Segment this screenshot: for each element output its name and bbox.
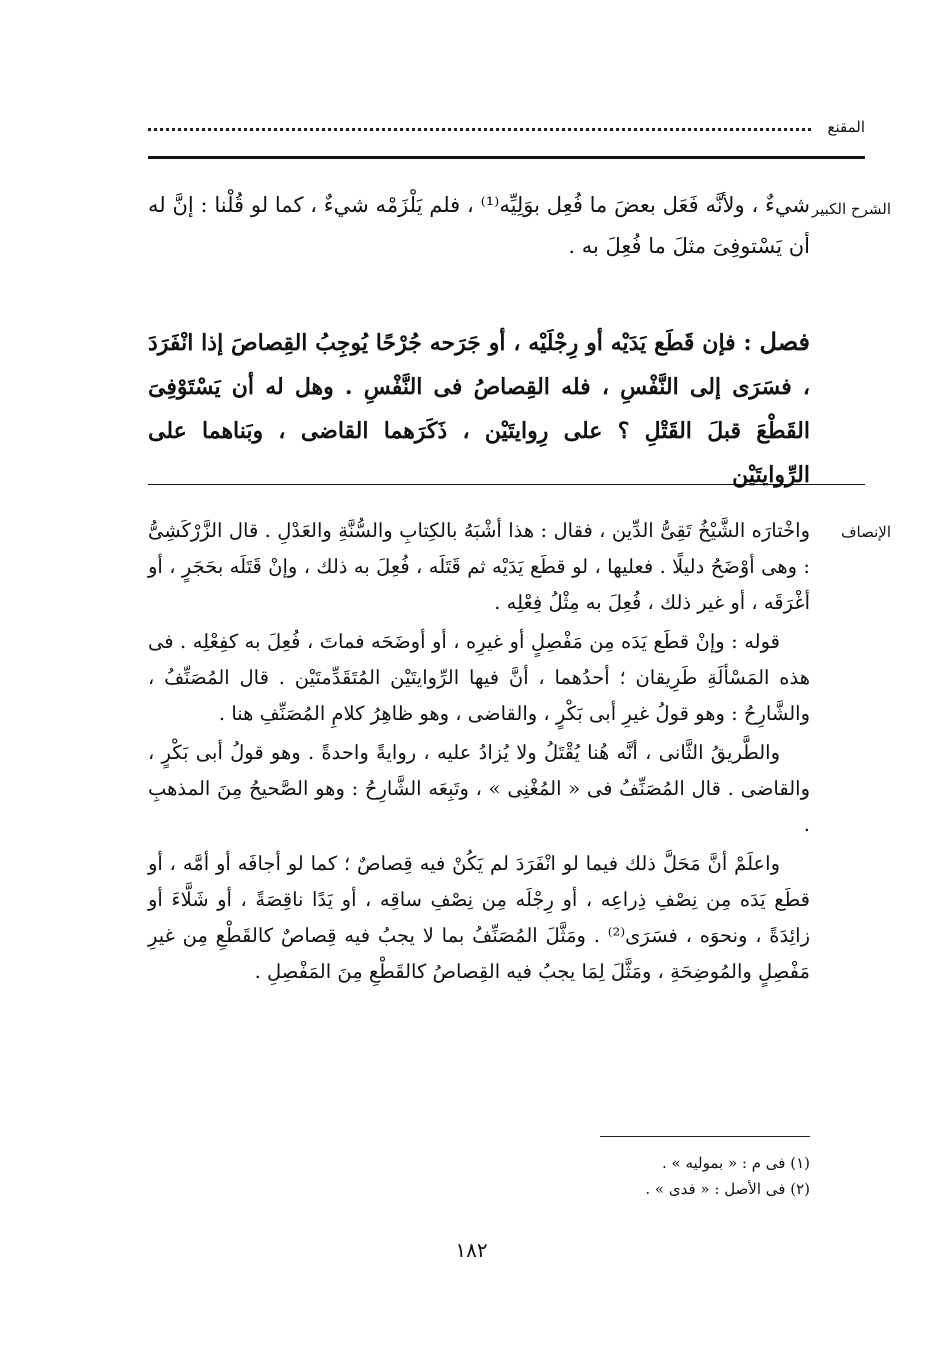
fasl-heading: فصل [759, 327, 810, 356]
fasl-text: : فإن قَطَع يَدَيْه أو رِجْلَيْه ، أو جَرَحه جُرْحًا يُوجِبُ القِصاصَ إذا انْفَرَدَ ، فسَرَى إلى النَّفْسِ ، فله القِصاصُ فى النَّفْسِ . وهل له أن يَسْتَوْفِىَ القَطْعَ قبلَ القَتْلِ ؟ على رِوايتَيْن ، ذَكَرَهما القاضى ، وبَناهما على الرِّوايتَيْن [148, 330, 810, 488]
fasl-paragraph [148, 320, 810, 497]
side-label-sharh: الشرح الكبير [811, 200, 891, 218]
sharh-text: شيءٌ ، ولأنَّه فَعَل بعضَ ما فُعِل بوَلِيِّه⁽¹⁾ ، فلم يَلْزَمْه شيءٌ ، كما لو قُلْنا : إنَّ له أن يَسْتوفِىَ مثلَ ما فُعِلَ به . [148, 193, 810, 258]
insaf-paragraph: واخْتارَه الشَّيْخُ تَقِىُّ الدِّين ، فقال : هذا أشْبَهُ بالكِتابِ والسُّنَّةِ والعَدْلِ . قال الزَّرْكَشِىُّ : وهى أوْضَحُ دليلًا . فعليها ، لو قطَع يَدَيْه ثم قَتَلَه ، فُعِلَ به ذلك ، وإنْ قَتَلَه بحَجَرٍ ، أو أغْرَقَه ، أو غير ذلك ، فُعِلَ به مِثْلُ فِعْلِه . [148, 519, 810, 614]
insaf-paragraph: والطَّريقُ الثَّانى ، أنَّه هُنا يُقْتَلُ ولا يُزادُ عليه ، روايةً واحدةً . وهو قولُ أبى بَكْرٍ ، والقاضى . قال المُصَنِّفُ فى « المُغْنِى » ، وتَبِعَه الشَّارِحُ : وهو الصَّحيحُ مِنَ المذهبِ . [148, 741, 810, 836]
side-label-insaf: الإنصاف [840, 523, 891, 541]
insaf-section [148, 513, 810, 993]
footnote: (١) فى م : « بموليه » . [661, 1154, 810, 1172]
insaf-paragraph: قوله : وإنْ قطَع يَدَه مِن مَفْصِلٍ أو غيرِه ، أو أوضَحَه فماتَ ، فُعِلَ به كفِعْلِه . فى هذه المَسْألَةِ طَرِيقان ؛ أحدُهما ، أنَّ فيها الرِّوايتَيْن المُتَقَدِّمتَيْن . قال المُصَنِّفُ ، والشَّارِحُ : وهو قولُ غيرِ أبى بَكْرٍ ، والقاضى ، وهو ظاهِرُ كلامِ المُصَنِّفِ هنا . [148, 630, 810, 725]
section-divider [148, 484, 865, 485]
book-title-header: المقنع [827, 118, 865, 136]
insaf-paragraph: واعلَمْ أنَّ مَحَلَّ ذلك فيما لو انْفَرَدَ لم يَكُنْ فيه قِصاصٌ ؛ كما لو أجافَه أو أمَّه ، أو قطَع يَدَه مِن نِصْفِ ذِراعِه ، أو رِجْلَه مِن نِصْفِ ساقِه ، أو يَدًا ناقِصَةً ، أو شَلَّاءَ أو زائِدَةً ، ونحوَه ، فسَرَى⁽²⁾ . ومَثَّلَ المُصَنِّفُ بما لا يجبُ فيه قِصاصٌ كالقَطْعِ مِن غيرِ مَفْصِلٍ والمُوضِحَةِ ، ومَثَّلَ لِمَا يجبُ فيه القِصاصُ كالقَطْعِ مِنَ المَفْصِلِ . [148, 852, 810, 983]
header-rule [148, 156, 865, 159]
page-number: ١٨٢ [455, 1238, 488, 1262]
footnote: (٢) فى الأصل : « فدى » . [645, 1180, 810, 1198]
header-dotted-line [148, 122, 811, 131]
sharh-paragraph [148, 185, 810, 267]
footnote-rule [600, 1136, 810, 1137]
footnotes [645, 1150, 810, 1202]
